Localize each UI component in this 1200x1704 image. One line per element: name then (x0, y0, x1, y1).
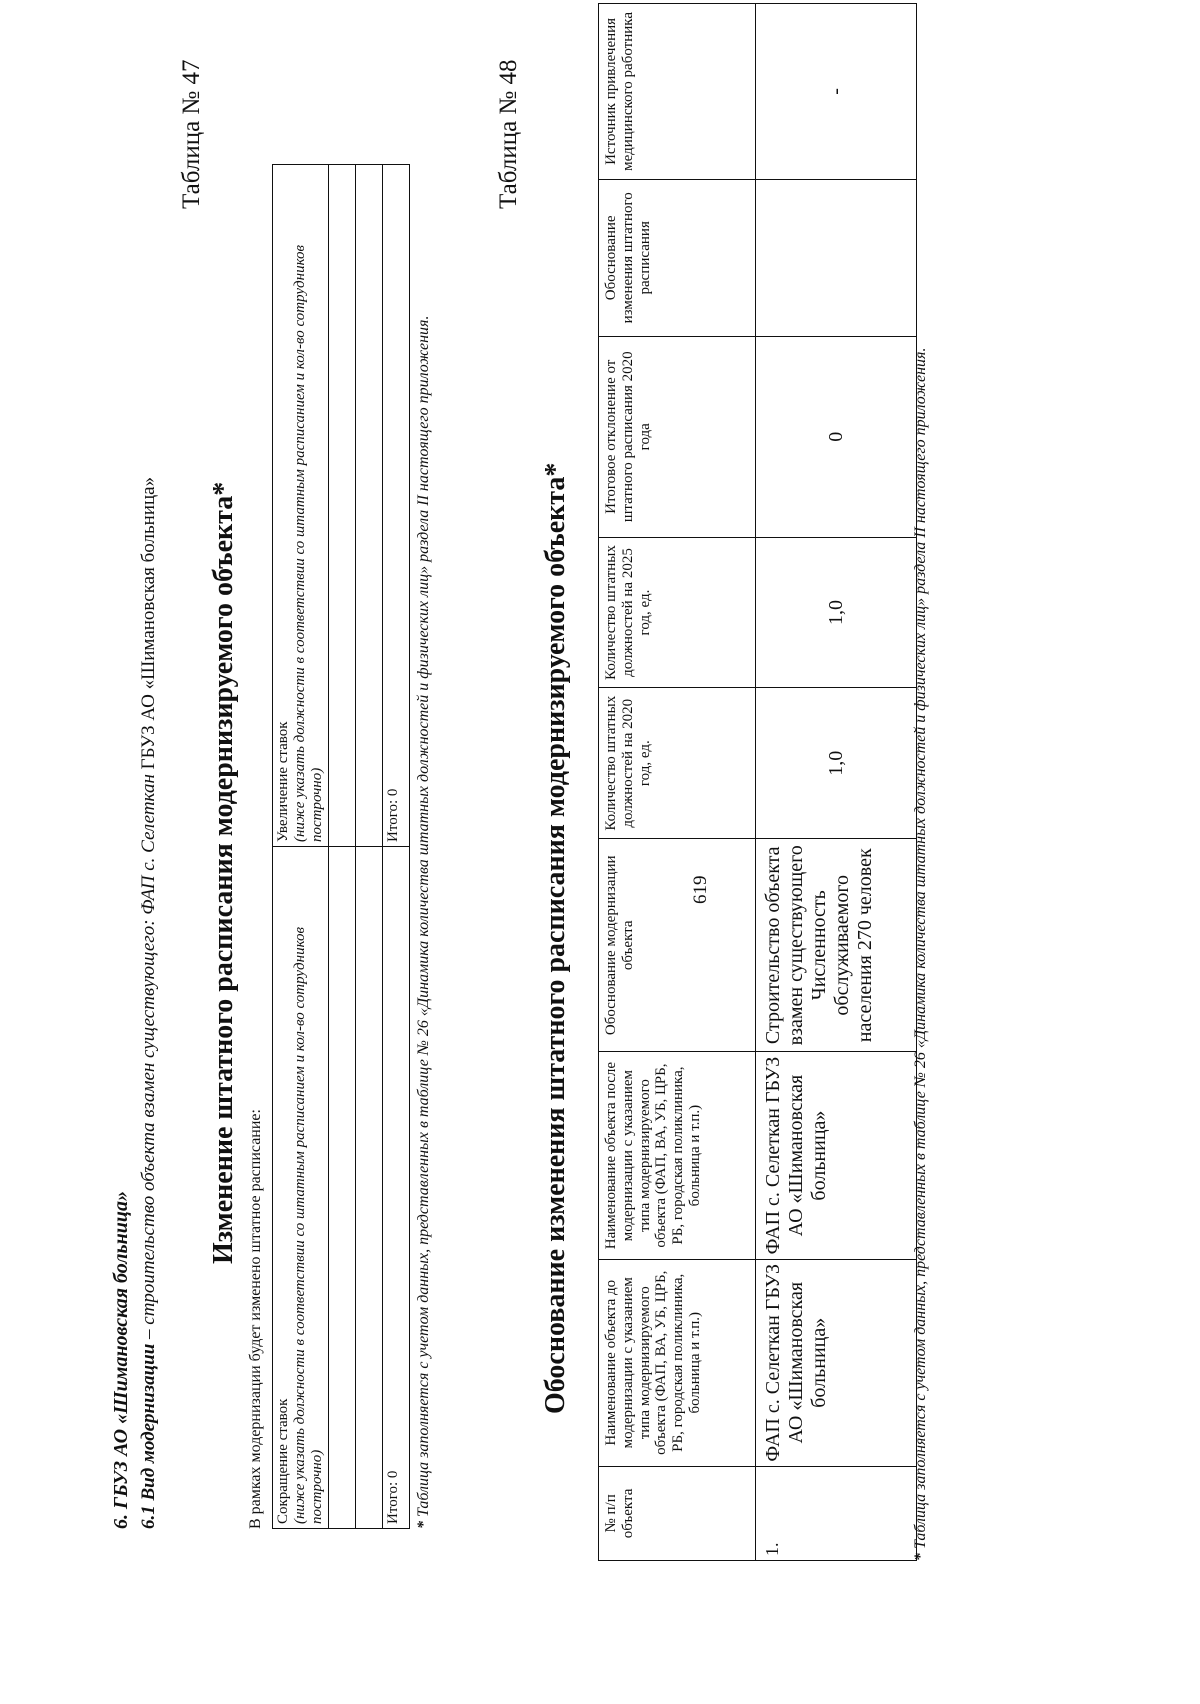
table48-header-staff-2020: Количество штатных должностей на 2020 год, ед. (599, 688, 756, 839)
table47-right-total: Итого: 0 (383, 165, 410, 847)
table48-cell-after: ФАП с. Селеткан ГБУЗ АО «Шимановская больница» (756, 1052, 917, 1259)
table-row (599, 4, 756, 1561)
table48-cell-staff-2025: 1,0 (756, 537, 917, 688)
table48-cell-reason: Строительство объекта взамен существующего Численность обслуживаемого населения 270 человек (756, 839, 917, 1052)
page-number: 619 (690, 875, 711, 904)
table47-empty-cell (356, 847, 383, 1529)
table48-cell-before: ФАП с. Селеткан ГБУЗ АО «Шимановская больница» (756, 1259, 917, 1466)
table-row (383, 165, 410, 1529)
subsection-label: 6.1 Вид модернизации (138, 1343, 159, 1529)
table48-header-num: № п/п объекта (599, 1466, 756, 1560)
table48-header-after: Наименование объекта после модернизации с указанием типа модернизируемого объекта (ФАП, ВА, УБ, ЦРБ, РБ, городская поликлиника, больница и т.п.) (599, 1052, 756, 1259)
table48-cell-source: - (756, 4, 917, 180)
table48-header-reason: Обоснование модернизации объекта (599, 839, 756, 1052)
table47-intro: В рамках модернизации будет изменено штатное расписание: (247, 1109, 264, 1529)
subsection-heading (138, 477, 160, 1529)
section-heading: 6. ГБУЗ АО «Шимановская больница» (110, 1190, 132, 1529)
table47-footnote (415, 129, 433, 1529)
table47-title: Изменение штатного расписания модернизируемого объекта* (208, 481, 239, 1264)
table48-footnote-text: Таблица заполняется с учетом данных, представленных в таблице № 26 «Динамика количества штатных должностей и физических лиц» раздела II настоящего приложения. (912, 347, 929, 1553)
table48-cell-num: 1. (756, 1466, 917, 1560)
table-row (329, 165, 356, 1529)
table47-empty-cell (329, 847, 356, 1529)
table47-left-total: Итого: 0 (383, 847, 410, 1529)
table47-right-header: Увеличение ставок (275, 721, 291, 842)
table48-footnote (912, 1, 930, 1561)
table47-number: Таблица № 47 (178, 59, 205, 209)
table47-left-header-cell (273, 847, 329, 1529)
table48-header-before: Наименование объекта до модернизации с указанием типа модернизируемого объекта (ФАП, ВА, УБ, ЦРБ, РБ, городская поликлиника, больница и т.п.) (599, 1259, 756, 1466)
table-row (356, 165, 383, 1529)
table47-left-header: Сокращение ставок (275, 1398, 291, 1524)
table47-footnote-text: Таблица заполняется с учетом данных, представленных в таблице № 26 «Динамика количества штатных должностей и физических лиц» раздела II настоящего приложения. (415, 315, 432, 1521)
subsection-rest: ГБУЗ АО «Шимановская больница» (138, 476, 159, 775)
table48-cell-staff-2020: 1,0 (756, 688, 917, 839)
subsection-text: – строительство объекта взамен существующего: (138, 914, 159, 1344)
table48-title: Обоснование изменения штатного расписания модернизируемого объекта* (540, 462, 571, 1414)
footnote-star: * (912, 1553, 929, 1561)
table48-number: Таблица № 48 (495, 59, 522, 209)
table48-cell-deviation: 0 (756, 336, 917, 537)
table47 (272, 164, 410, 1529)
table48-header-source: Источник привлечения медицинского работника (599, 4, 756, 180)
table-row (273, 165, 329, 1529)
table48-header-deviation: Итоговое отклонение от штатного расписания 2020 года (599, 336, 756, 537)
footnote-star: * (415, 1521, 432, 1529)
subsection-object: ФАП с. Селеткан (138, 774, 159, 915)
table48-header-staff-2025: Количество штатных должностей на 2025 год, ед. (599, 537, 756, 688)
table48 (598, 3, 917, 1561)
table47-empty-cell (356, 165, 383, 847)
table48-cell-change-reason (756, 179, 917, 336)
table47-left-hint: (ниже указать должности в соответствии со штатным расписанием и кол-во сотрудников построчно) (292, 926, 325, 1524)
table47-right-header-cell (273, 165, 329, 847)
table-row (756, 4, 917, 1561)
table47-empty-cell (329, 165, 356, 847)
table47-right-hint: (ниже указать должности в соответствии со штатным расписанием и кол-во сотрудников построчно) (292, 244, 325, 842)
table48-header-change-reason: Обоснование изменения штатного расписания (599, 179, 756, 336)
